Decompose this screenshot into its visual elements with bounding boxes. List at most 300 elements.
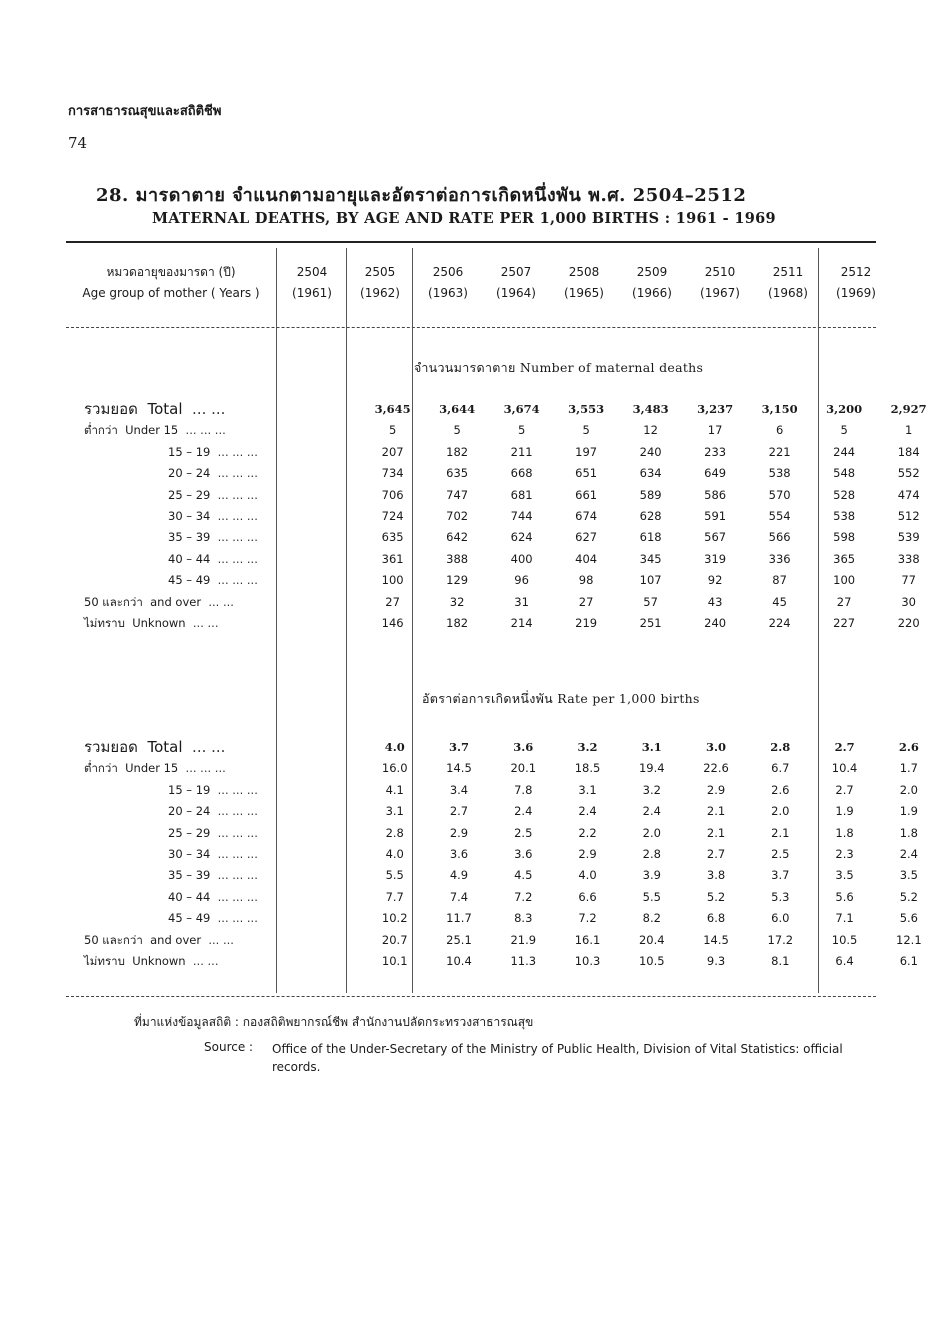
table-cell: 634 xyxy=(639,466,662,481)
rates-table xyxy=(84,737,941,972)
table-row xyxy=(84,463,941,484)
table-cell: 10.5 xyxy=(638,954,665,969)
table-cell: 2.2 xyxy=(578,825,597,840)
table-cell: 227 xyxy=(833,616,856,631)
table-cell: 129 xyxy=(446,573,469,588)
table-cell: 651 xyxy=(575,466,598,481)
row-label xyxy=(84,549,360,570)
table-row xyxy=(84,592,941,613)
year-header xyxy=(482,262,550,304)
table-cell: 12.1 xyxy=(896,932,922,947)
table-cell: 12 xyxy=(643,423,658,438)
table-cell: 3,150 xyxy=(761,402,798,416)
table-cell: 642 xyxy=(446,530,469,545)
table-cell: 18.5 xyxy=(574,761,601,776)
table-cell: 4.1 xyxy=(385,782,404,797)
year-header xyxy=(822,262,890,304)
table-cell: 4.5 xyxy=(514,868,533,883)
table-cell: 3.9 xyxy=(642,868,661,883)
row-label-english: Total xyxy=(147,738,183,756)
table-cell: 27 xyxy=(836,594,852,609)
table-cell: 10.1 xyxy=(381,954,408,969)
table-cell: 244 xyxy=(833,444,856,459)
table-cell: 3,483 xyxy=(632,402,669,416)
section-caption-deaths: จำนวนมารดาตาย Number of maternal deaths xyxy=(414,360,704,375)
table-cell: 77 xyxy=(901,573,916,588)
year-header xyxy=(618,262,686,304)
bottom-rule xyxy=(66,996,876,997)
table-cell: 2.4 xyxy=(642,804,661,819)
row-label-english: 40 – 44 xyxy=(168,889,211,904)
table-cell: 3,645 xyxy=(374,402,411,416)
row-label-english: Under 15 xyxy=(125,761,179,776)
row-label xyxy=(84,758,363,779)
row-label-english: 25 – 29 xyxy=(168,487,211,502)
year-buddhist: 2511 xyxy=(772,265,804,279)
table-cell: 2.0 xyxy=(642,825,661,840)
table-cell: 6.6 xyxy=(578,889,597,904)
table-cell: 2.4 xyxy=(514,804,533,819)
table-cell: 5 xyxy=(388,423,397,438)
table-row xyxy=(84,823,941,844)
year-header xyxy=(346,262,414,304)
table-cell: 6.0 xyxy=(771,911,790,926)
table-cell: 3.1 xyxy=(578,782,597,797)
table-cell: 5.5 xyxy=(385,868,404,883)
table-cell: 674 xyxy=(575,509,598,524)
table-cell: 9.3 xyxy=(706,954,726,969)
row-label xyxy=(84,801,363,822)
leader-dots: ... ... ... xyxy=(217,509,258,524)
age-group-header xyxy=(66,262,276,304)
row-label-english: Unknown xyxy=(132,954,186,969)
table-cell: 338 xyxy=(897,551,920,566)
table-cell: 6.8 xyxy=(706,911,726,926)
table-cell: 668 xyxy=(510,466,533,481)
table-cell: 20.4 xyxy=(638,932,665,947)
row-label xyxy=(84,865,363,886)
row-label-thai: ต่ำกว่า xyxy=(84,761,118,776)
table-cell: 10.4 xyxy=(446,954,472,969)
table-cell: 598 xyxy=(833,530,856,545)
table-cell: 3.2 xyxy=(577,740,598,754)
table-cell: 2.6 xyxy=(771,782,790,797)
table-cell: 30 xyxy=(901,594,916,609)
table-cell: 554 xyxy=(768,509,791,524)
row-label xyxy=(84,420,360,441)
table-cell: 400 xyxy=(510,551,533,566)
table-cell: 528 xyxy=(833,487,856,502)
year-gregorian: (1969) xyxy=(836,286,876,300)
row-label-english: 35 – 39 xyxy=(168,868,211,883)
table-cell: 706 xyxy=(381,487,404,502)
table-cell: 17.2 xyxy=(767,932,794,947)
row-label-english: 30 – 34 xyxy=(168,509,211,524)
table-cell: 566 xyxy=(768,530,791,545)
table-cell: 20.7 xyxy=(381,932,408,947)
table-cell: 624 xyxy=(510,530,533,545)
table-cell: 220 xyxy=(897,616,920,631)
row-label-english: 35 – 39 xyxy=(168,530,211,545)
table-cell: 22.6 xyxy=(703,761,729,776)
table-cell: 4.9 xyxy=(449,868,469,883)
page-number: 74 xyxy=(68,134,88,152)
row-label xyxy=(84,506,360,527)
table-row xyxy=(84,613,941,634)
table-cell: 474 xyxy=(897,487,920,502)
year-buddhist: 2504 xyxy=(296,265,328,279)
table-cell: 1.9 xyxy=(899,804,918,819)
table-cell: 319 xyxy=(704,551,727,566)
table-row xyxy=(84,758,941,779)
row-label-english: Total xyxy=(147,400,183,418)
age-group-header-thai: หมวดอายุของมารดา (ปี) xyxy=(106,265,236,279)
row-label-english: and over xyxy=(150,932,202,947)
year-gregorian: (1961) xyxy=(292,286,332,300)
table-cell: 361 xyxy=(381,551,404,566)
table-cell: 21.9 xyxy=(510,932,537,947)
table-cell: 2.7 xyxy=(834,740,855,754)
table-cell: 2.9 xyxy=(578,847,597,862)
leader-dots: ... ... ... xyxy=(217,530,258,545)
table-cell: 3.5 xyxy=(899,868,918,883)
table-cell: 1.9 xyxy=(835,804,854,819)
table-cell: 336 xyxy=(768,551,791,566)
source-label: Source : xyxy=(204,1040,254,1054)
leader-dots: ... ... ... xyxy=(217,466,258,481)
year-buddhist: 2506 xyxy=(432,265,464,279)
table-cell: 365 xyxy=(833,551,856,566)
table-row xyxy=(84,844,941,865)
table-row xyxy=(84,549,941,570)
table-cell: 5.6 xyxy=(899,911,918,926)
table-cell: 10.3 xyxy=(574,954,601,969)
table-cell: 96 xyxy=(514,573,529,588)
table-cell: 7.1 xyxy=(835,911,854,926)
table-cell: 3,200 xyxy=(826,402,863,416)
table-cell: 3.6 xyxy=(514,847,533,862)
leader-dots: ... ... xyxy=(192,400,226,418)
row-label-thai: รวมยอด xyxy=(84,400,138,418)
row-label xyxy=(84,399,360,420)
row-label xyxy=(84,737,363,758)
row-label xyxy=(84,613,360,634)
table-cell: 567 xyxy=(704,530,727,545)
table-cell: 211 xyxy=(510,444,533,459)
table-cell: 586 xyxy=(704,487,727,502)
table-cell: 19.4 xyxy=(638,761,665,776)
row-label xyxy=(84,527,360,548)
table-row xyxy=(84,780,941,801)
table-cell: 87 xyxy=(772,573,787,588)
leader-dots: ... ... ... xyxy=(217,487,258,502)
row-label-english: Unknown xyxy=(132,616,186,631)
table-cell: 10.2 xyxy=(381,911,408,926)
table-cell: 628 xyxy=(639,509,662,524)
table-cell: 3.1 xyxy=(641,740,662,754)
year-buddhist: 2509 xyxy=(636,265,668,279)
table-cell: 14.5 xyxy=(703,932,729,947)
year-buddhist: 2508 xyxy=(568,265,600,279)
row-label xyxy=(84,823,363,844)
leader-dots: ... ... xyxy=(192,616,219,631)
table-cell: 240 xyxy=(639,444,662,459)
table-cell: 219 xyxy=(575,616,598,631)
year-buddhist: 2512 xyxy=(840,265,872,279)
year-gregorian: (1965) xyxy=(564,286,604,300)
row-label-english: 45 – 49 xyxy=(168,911,211,926)
table-cell: 3.2 xyxy=(642,782,661,797)
table-cell: 2.5 xyxy=(514,825,533,840)
table-cell: 512 xyxy=(897,509,920,524)
year-buddhist: 2510 xyxy=(704,265,736,279)
year-buddhist: 2507 xyxy=(500,265,532,279)
leader-dots: ... ... ... xyxy=(217,911,258,926)
table-cell: 14.5 xyxy=(446,761,472,776)
year-buddhist: 2505 xyxy=(364,265,396,279)
table-cell: 16.1 xyxy=(574,932,601,947)
table-cell: 2.1 xyxy=(771,825,790,840)
row-label-english: 15 – 19 xyxy=(168,782,211,797)
table-cell: 635 xyxy=(381,530,404,545)
table-cell: 724 xyxy=(381,509,404,524)
table-cell: 20.1 xyxy=(510,761,537,776)
leader-dots: ... ... xyxy=(208,932,234,947)
section-caption-rates: อัตราต่อการเกิดหนึ่งพัน Rate per 1,000 births xyxy=(422,691,700,706)
table-cell: 548 xyxy=(833,466,856,481)
table-cell: 2,927 xyxy=(890,402,927,416)
table-cell: 3.1 xyxy=(385,804,404,819)
table-cell: 538 xyxy=(768,466,791,481)
row-label-english: 40 – 44 xyxy=(168,551,211,566)
table-cell: 3.5 xyxy=(835,868,854,883)
table-cell: 8.3 xyxy=(514,911,533,926)
source-english: Office of the Under-Secretary of the Ministry of Public Health, Division of Vital Statistics: official records. xyxy=(272,1042,843,1074)
table-cell: 744 xyxy=(510,509,533,524)
table-cell: 57 xyxy=(643,594,658,609)
table-cell: 4.0 xyxy=(384,740,405,754)
year-gregorian: (1968) xyxy=(768,286,808,300)
row-label xyxy=(84,844,363,865)
table-cell: 11.7 xyxy=(446,911,472,926)
table-cell: 240 xyxy=(704,616,727,631)
leader-dots: ... ... ... xyxy=(217,889,258,904)
row-label xyxy=(84,930,363,951)
row-label-thai: รวมยอด xyxy=(84,738,138,756)
table-cell: 6.7 xyxy=(771,761,790,776)
table-cell: 2.4 xyxy=(899,847,918,862)
table-cell: 224 xyxy=(768,616,791,631)
header-bottom-rule xyxy=(66,327,876,328)
row-label xyxy=(84,570,360,591)
table-cell: 2.5 xyxy=(771,847,790,862)
age-group-header-english: Age group of mother ( Years ) xyxy=(82,286,260,300)
leader-dots: ... ... ... xyxy=(217,847,258,862)
table-row xyxy=(84,951,941,972)
table-cell: 107 xyxy=(639,573,662,588)
row-label xyxy=(84,951,363,972)
table-row xyxy=(84,399,941,420)
table-cell: 7.2 xyxy=(578,911,597,926)
table-cell: 2.8 xyxy=(642,847,661,862)
table-cell: 2.7 xyxy=(835,782,854,797)
table-cell: 5.3 xyxy=(771,889,790,904)
table-cell: 27 xyxy=(578,594,594,609)
table-cell: 233 xyxy=(704,444,727,459)
year-header xyxy=(686,262,754,304)
table-cell: 661 xyxy=(575,487,598,502)
row-label-english: and over xyxy=(150,594,202,609)
year-header xyxy=(550,262,618,304)
table-cell: 7.4 xyxy=(449,889,469,904)
table-cell: 4.0 xyxy=(385,847,404,862)
table-cell: 2.1 xyxy=(706,804,726,819)
table-cell: 2.7 xyxy=(706,847,726,862)
table-cell: 539 xyxy=(897,530,920,545)
table-cell: 2.1 xyxy=(706,825,726,840)
table-row xyxy=(84,570,941,591)
table-cell: 7.2 xyxy=(514,889,533,904)
table-cell: 2.4 xyxy=(578,804,597,819)
year-gregorian: (1964) xyxy=(496,286,536,300)
table-cell: 345 xyxy=(639,551,662,566)
table-row xyxy=(84,865,941,886)
table-cell: 5 xyxy=(517,423,526,438)
row-label-thai: ไม่ทราบ xyxy=(84,616,125,631)
row-label-thai: 50 และกว่า xyxy=(84,594,143,609)
table-cell: 388 xyxy=(446,551,469,566)
leader-dots: ... ... xyxy=(192,954,219,969)
table-cell: 182 xyxy=(446,444,469,459)
table-cell: 5.6 xyxy=(835,889,854,904)
leader-dots: ... ... ... xyxy=(217,804,258,819)
table-row xyxy=(84,801,941,822)
leader-dots: ... ... ... xyxy=(217,573,258,588)
leader-dots: ... ... ... xyxy=(185,423,226,438)
year-gregorian: (1962) xyxy=(360,286,400,300)
table-row xyxy=(84,420,941,441)
table-cell: 146 xyxy=(381,616,404,631)
table-cell: 2.7 xyxy=(449,804,469,819)
table-cell: 6.1 xyxy=(899,954,918,969)
row-label-english: 25 – 29 xyxy=(168,825,211,840)
table-cell: 2.0 xyxy=(771,804,790,819)
table-cell: 100 xyxy=(833,573,856,588)
table-cell: 552 xyxy=(897,466,920,481)
table-cell: 3.7 xyxy=(771,868,790,883)
table-cell: 184 xyxy=(897,444,920,459)
table-cell: 7.8 xyxy=(514,782,533,797)
table-cell: 43 xyxy=(707,594,723,609)
table-cell: 4.0 xyxy=(578,868,597,883)
table-cell: 32 xyxy=(449,594,465,609)
row-label xyxy=(84,780,363,801)
table-cell: 5 xyxy=(582,423,590,438)
table-cell: 5.2 xyxy=(899,889,918,904)
running-header: การสาธารณสุขและสถิติชีพ xyxy=(68,104,222,119)
table-cell: 2.6 xyxy=(898,740,919,754)
row-label-english: 20 – 24 xyxy=(168,804,211,819)
leader-dots: ... ... ... xyxy=(217,868,258,883)
table-cell: 2.8 xyxy=(770,740,791,754)
table-cell: 635 xyxy=(446,466,469,481)
table-cell: 570 xyxy=(768,487,791,502)
table-cell: 3.7 xyxy=(448,740,469,754)
table-cell: 5 xyxy=(453,423,461,438)
table-cell: 98 xyxy=(578,573,594,588)
table-cell: 2.8 xyxy=(385,825,404,840)
row-label-english: Under 15 xyxy=(125,423,179,438)
row-label xyxy=(84,908,363,929)
row-label-thai: ไม่ทราบ xyxy=(84,954,125,969)
table-cell: 221 xyxy=(768,444,791,459)
table-cell: 27 xyxy=(385,594,400,609)
table-cell: 627 xyxy=(575,530,598,545)
leader-dots: ... ... ... xyxy=(185,761,226,776)
table-cell: 649 xyxy=(704,466,727,481)
table-cell: 2.9 xyxy=(706,782,726,797)
row-label-thai: 50 และกว่า xyxy=(84,932,143,947)
table-cell: 3,553 xyxy=(568,402,605,416)
table-cell: 591 xyxy=(704,509,727,524)
leader-dots: ... ... ... xyxy=(217,444,258,459)
table-cell: 197 xyxy=(575,444,598,459)
table-cell: 1 xyxy=(905,423,913,438)
table-cell: 404 xyxy=(575,551,598,566)
table-cell: 92 xyxy=(707,573,723,588)
table-row xyxy=(84,527,941,548)
row-label xyxy=(84,463,360,484)
year-header xyxy=(754,262,822,304)
table-cell: 3.4 xyxy=(449,782,469,797)
table-cell: 3.6 xyxy=(513,740,534,754)
row-label-english: 15 – 19 xyxy=(168,444,211,459)
row-label-english: 20 – 24 xyxy=(168,466,211,481)
table-cell: 3.8 xyxy=(706,868,726,883)
year-gregorian: (1963) xyxy=(428,286,468,300)
year-gregorian: (1966) xyxy=(632,286,672,300)
table-title-thai: 28. มารดาตาย จำแนกตามอายุและอัตราต่อการเกิดหนึ่งพัน พ.ศ. 2504–2512 xyxy=(96,185,747,206)
deaths-table xyxy=(84,399,941,634)
source-thai: ที่มาแห่งข้อมูลสถิติ : กองสถิติพยากรณ์ชีพ สำนักงานปลัดกระทรวงสาธารณสุข xyxy=(134,1015,534,1029)
leader-dots: ... ... ... xyxy=(217,825,258,840)
table-cell: 3,674 xyxy=(503,402,540,416)
table-cell: 3.6 xyxy=(449,847,469,862)
year-header xyxy=(278,262,346,304)
row-label-english: 30 – 34 xyxy=(168,847,211,862)
table-row xyxy=(84,485,941,506)
table-cell: 747 xyxy=(446,487,469,502)
table-cell: 538 xyxy=(833,509,856,524)
table-row xyxy=(84,908,941,929)
table-cell: 6 xyxy=(775,423,784,438)
table-cell: 100 xyxy=(381,573,404,588)
table-cell: 16.0 xyxy=(381,761,408,776)
table-row xyxy=(84,506,941,527)
table-cell: 7.7 xyxy=(385,889,404,904)
table-title-english: MATERNAL DEATHS, BY AGE AND RATE PER 1,000 BIRTHS : 1961 - 1969 xyxy=(152,210,776,227)
table-cell: 681 xyxy=(510,487,533,502)
table-cell: 17 xyxy=(707,423,723,438)
table-cell: 2.0 xyxy=(899,782,918,797)
table-row xyxy=(84,442,941,463)
table-cell: 8.1 xyxy=(771,954,790,969)
year-header xyxy=(414,262,482,304)
row-label-thai: ต่ำกว่า xyxy=(84,423,118,438)
table-cell: 734 xyxy=(381,466,404,481)
table-cell: 1.8 xyxy=(899,825,918,840)
table-cell: 8.2 xyxy=(642,911,661,926)
